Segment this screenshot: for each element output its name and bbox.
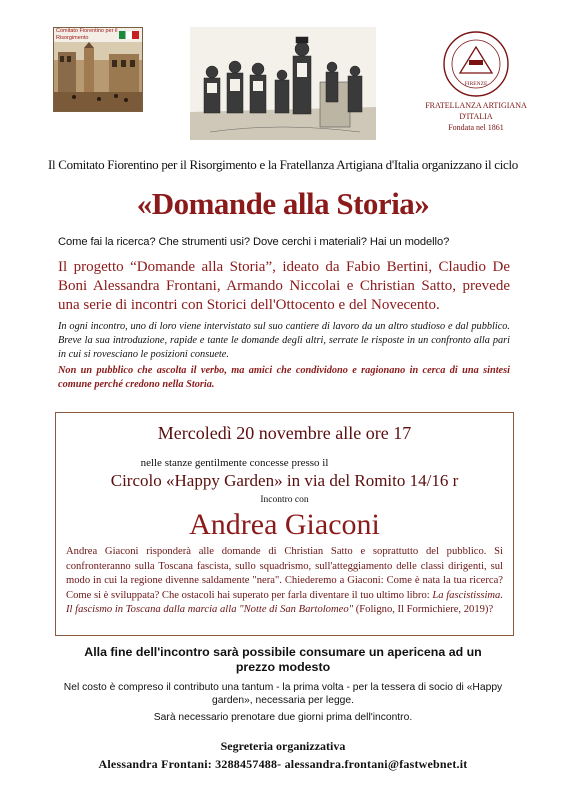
organizers-line: Il Comitato Fiorentino per il Risorgimento e la Fratellanza Artigiana d'Italia organizzano il ciclo (47, 157, 518, 172)
event-text-after: (Foligno, Il Formichiere, 2019)? (353, 604, 494, 615)
italian-flag-icon (119, 31, 139, 39)
dinner-note: Alla fine dell'incontro sarà possibile consumare un apericena ad un prezzo modesto (84, 645, 482, 674)
cost-note: Nel costo è compreso il contributo una tantum - la prima volta - per la tessera di socio di «Happy garden», necessaria per legge. (63, 682, 503, 706)
square-painting (54, 42, 142, 111)
event-venue-intro: nelle stanze gentilmente concesse presso il (140, 457, 329, 469)
project-description: In ogni incontro, uno di loro viene intervistato sul suo cantiere di lavoro da un altro studioso e dal pubblico. Breve la sua introduzione, rapide e tante le domande degli altri, serrate le risposte in un confronto alla pari in cui si rovesciano le posizioni consuete. (58, 321, 510, 360)
comitato-logo (53, 27, 143, 112)
seal-name: FRATELLANZA ARTIGIANA D'ITALIA (425, 101, 527, 121)
comitato-logo-caption: Comitato Fiorentino per il Risorgimento (54, 28, 142, 42)
project-highlight: Non un pubblico che ascolta il verbo, ma amici che condividono e ragionano in cerca di una sintesi comune perché credono nella Storia. (58, 365, 510, 390)
event-description (66, 545, 503, 618)
seal-founded: Fondata nel 1861 (448, 123, 504, 132)
book-title: La fascistissima. Il fascismo in Toscana dalla marcia alla "Notte di San Bartolomeo" (66, 589, 504, 615)
seal-center-text: FIRENZE (464, 81, 488, 87)
booking-note: Sarà necessario prenotare due giorni prima dell'incontro. (153, 712, 413, 723)
event-box (55, 412, 514, 636)
event-meeting-label: Incontro con (260, 495, 309, 505)
secretary-contact: Alessandra Frontani: 3288457488- alessandra.frontani@fastwebnet.it (98, 757, 468, 771)
event-speaker: Andrea Giaconi (189, 508, 380, 541)
page-title: «Domande alla Storia» (136, 186, 430, 221)
event-venue: Circolo «Happy Garden» in via del Romito 14/16 r (110, 471, 459, 490)
event-date: Mercoledì 20 novembre alle ore 17 (157, 423, 412, 443)
questions-line: Come fai la ricerca? Che strumenti usi? Dove cerchi i materiali? Hai un modello? (58, 236, 450, 248)
project-intro: Il progetto “Domande alla Storia”, ideato da Fabio Bertini, Claudio De Boni Alessandra Frontani, Armando Niccolai e Christian Satto, prevede una serie di incontri con Storici dell'Ottocento e del Novecento. (58, 259, 510, 313)
secretary-title: Segreteria organizzativa (220, 739, 346, 753)
historic-engraving (190, 27, 376, 140)
event-text-before: Andrea Giaconi risponderà alle domande di Christian Satto e soprattutto del pubblico. Si confronteranno sulla Toscana fascista, sullo squadrismo, sull'atteggiamento delle classi dirigenti, sul modo in cui la regione divenne saldamente "nera". Chiederemo a Giaconi: Come è nata la tua ricerca? Come si è sviluppata? Che ostacoli hai superato per farla diventare il tuo ultimo libro: (66, 546, 503, 601)
fratellanza-seal (436, 29, 516, 99)
seal-caption (420, 100, 532, 133)
